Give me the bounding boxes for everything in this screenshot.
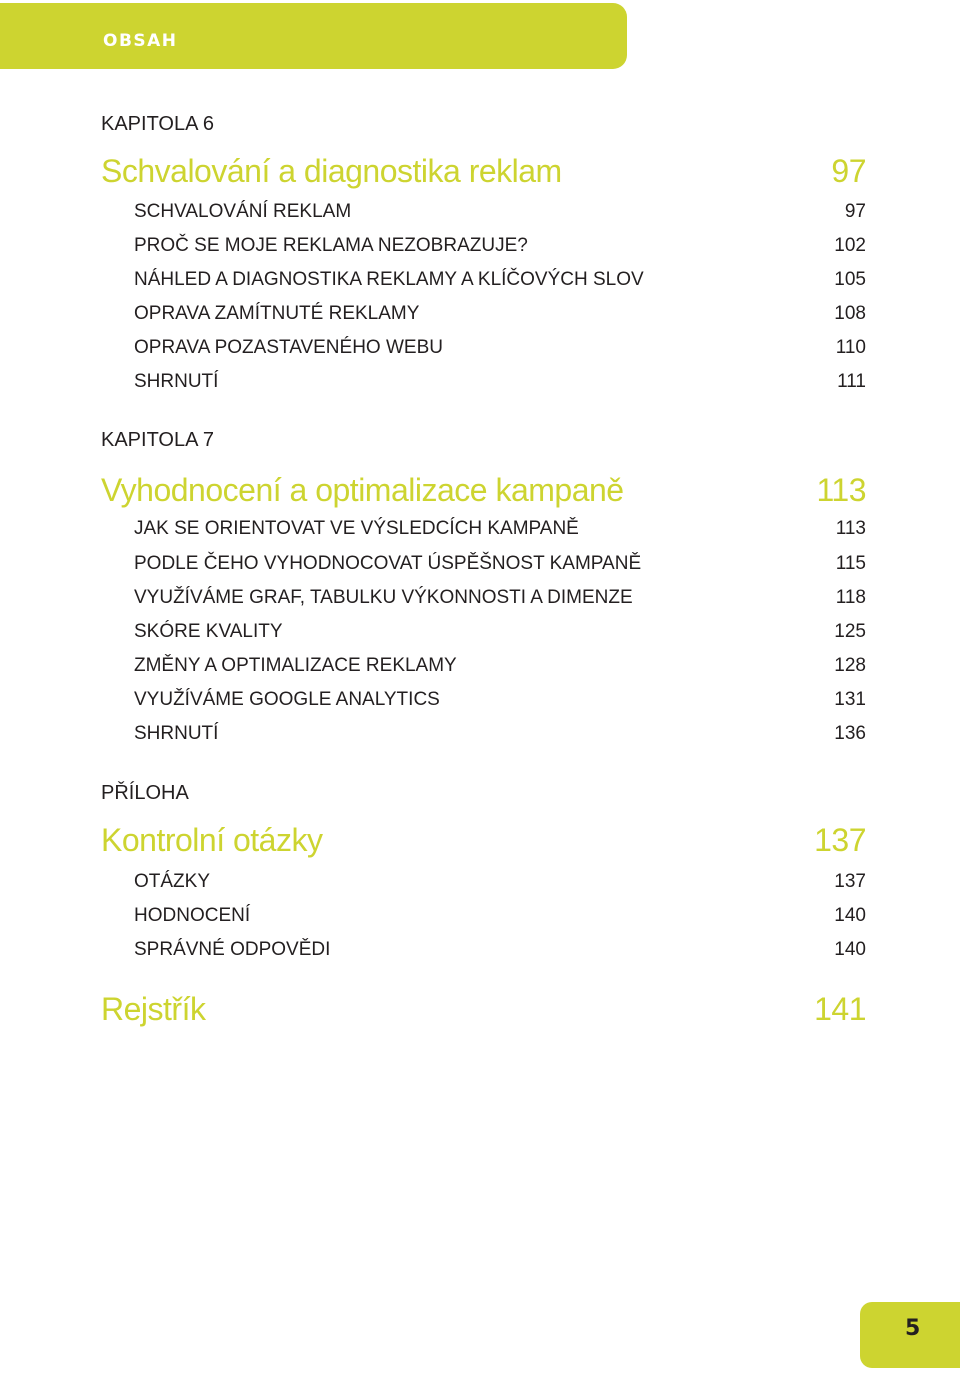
chapter-page-number: 113 [816, 472, 866, 508]
chapter-page-number: 97 [831, 153, 866, 189]
toc-entry-title[interactable]: SPRÁVNÉ ODPOVĚDI [134, 939, 331, 960]
toc-entry-page: 125 [834, 621, 866, 642]
toc-entry-page: 137 [834, 871, 866, 892]
toc-entry-page: 102 [834, 235, 866, 256]
toc-entry-page: 111 [837, 371, 866, 392]
toc-entry-title[interactable]: PROČ SE MOJE REKLAMA NEZOBRAZUJE? [134, 235, 528, 256]
toc-entry-page: 131 [834, 689, 866, 710]
toc-entry-title[interactable]: JAK SE ORIENTOVAT VE VÝSLEDCÍCH KAMPANĚ [134, 518, 579, 539]
chapter-label: KAPITOLA 6 [101, 113, 215, 135]
toc-entry-title[interactable]: VYUŽÍVÁME GOOGLE ANALYTICS [134, 689, 440, 710]
toc-entry-page: 115 [835, 553, 866, 574]
toc-entry-page: 110 [835, 337, 866, 358]
chapter-label: PŘÍLOHA [101, 782, 189, 804]
chapter-page-number: 137 [814, 822, 866, 858]
toc-entry-title[interactable]: SKÓRE KVALITY [134, 621, 283, 642]
toc-entry-title[interactable]: NÁHLED A DIAGNOSTIKA REKLAMY A KLÍČOVÝCH SLOV [134, 269, 644, 290]
header-tab [0, 3, 627, 69]
toc-entry-title[interactable]: SCHVALOVÁNÍ REKLAM [134, 201, 352, 222]
section-header-label: OBSAH [103, 31, 178, 51]
chapter-title[interactable]: Rejstřík [101, 991, 206, 1027]
toc-entry-page: 97 [844, 201, 866, 222]
toc-entry-title[interactable]: OTÁZKY [134, 871, 211, 892]
toc-entry-title[interactable]: ZMĚNY A OPTIMALIZACE REKLAMY [134, 655, 457, 676]
chapter-title[interactable]: Vyhodnocení a optimalizace kampaně [101, 472, 624, 508]
toc-entry-title[interactable]: OPRAVA POZASTAVENÉHO WEBU [134, 337, 443, 358]
toc-entry-title[interactable]: SHRNUTÍ [134, 371, 219, 392]
toc-entry-title[interactable]: VYUŽÍVÁME GRAF, TABULKU VÝKONNOSTI A DIMENZE [134, 587, 633, 608]
toc-entry-page: 113 [835, 518, 866, 539]
toc-entry-title[interactable]: PODLE ČEHO VYHODNOCOVAT ÚSPĚŠNOST KAMPANĚ [134, 553, 642, 574]
toc-entry-title[interactable]: OPRAVA ZAMÍTNUTÉ REKLAMY [134, 303, 420, 324]
toc-entry-page: 128 [834, 655, 866, 676]
chapter-title[interactable]: Schvalování a diagnostika reklam [101, 153, 562, 189]
toc-entry-page: 108 [834, 303, 866, 324]
chapter-label: KAPITOLA 7 [101, 429, 215, 451]
chapter-page-number: 141 [814, 991, 866, 1027]
toc-entry-title[interactable]: HODNOCENÍ [134, 905, 251, 926]
toc-entry-page: 140 [834, 939, 866, 960]
toc-entry-page: 118 [835, 587, 866, 608]
page-number: 5 [905, 1316, 921, 1341]
toc-entry-page: 140 [834, 905, 866, 926]
toc-entry-page: 136 [834, 723, 866, 744]
toc-entry-page: 105 [834, 269, 866, 290]
chapter-title[interactable]: Kontrolní otázky [101, 822, 323, 858]
toc-entry-title[interactable]: SHRNUTÍ [134, 723, 219, 744]
